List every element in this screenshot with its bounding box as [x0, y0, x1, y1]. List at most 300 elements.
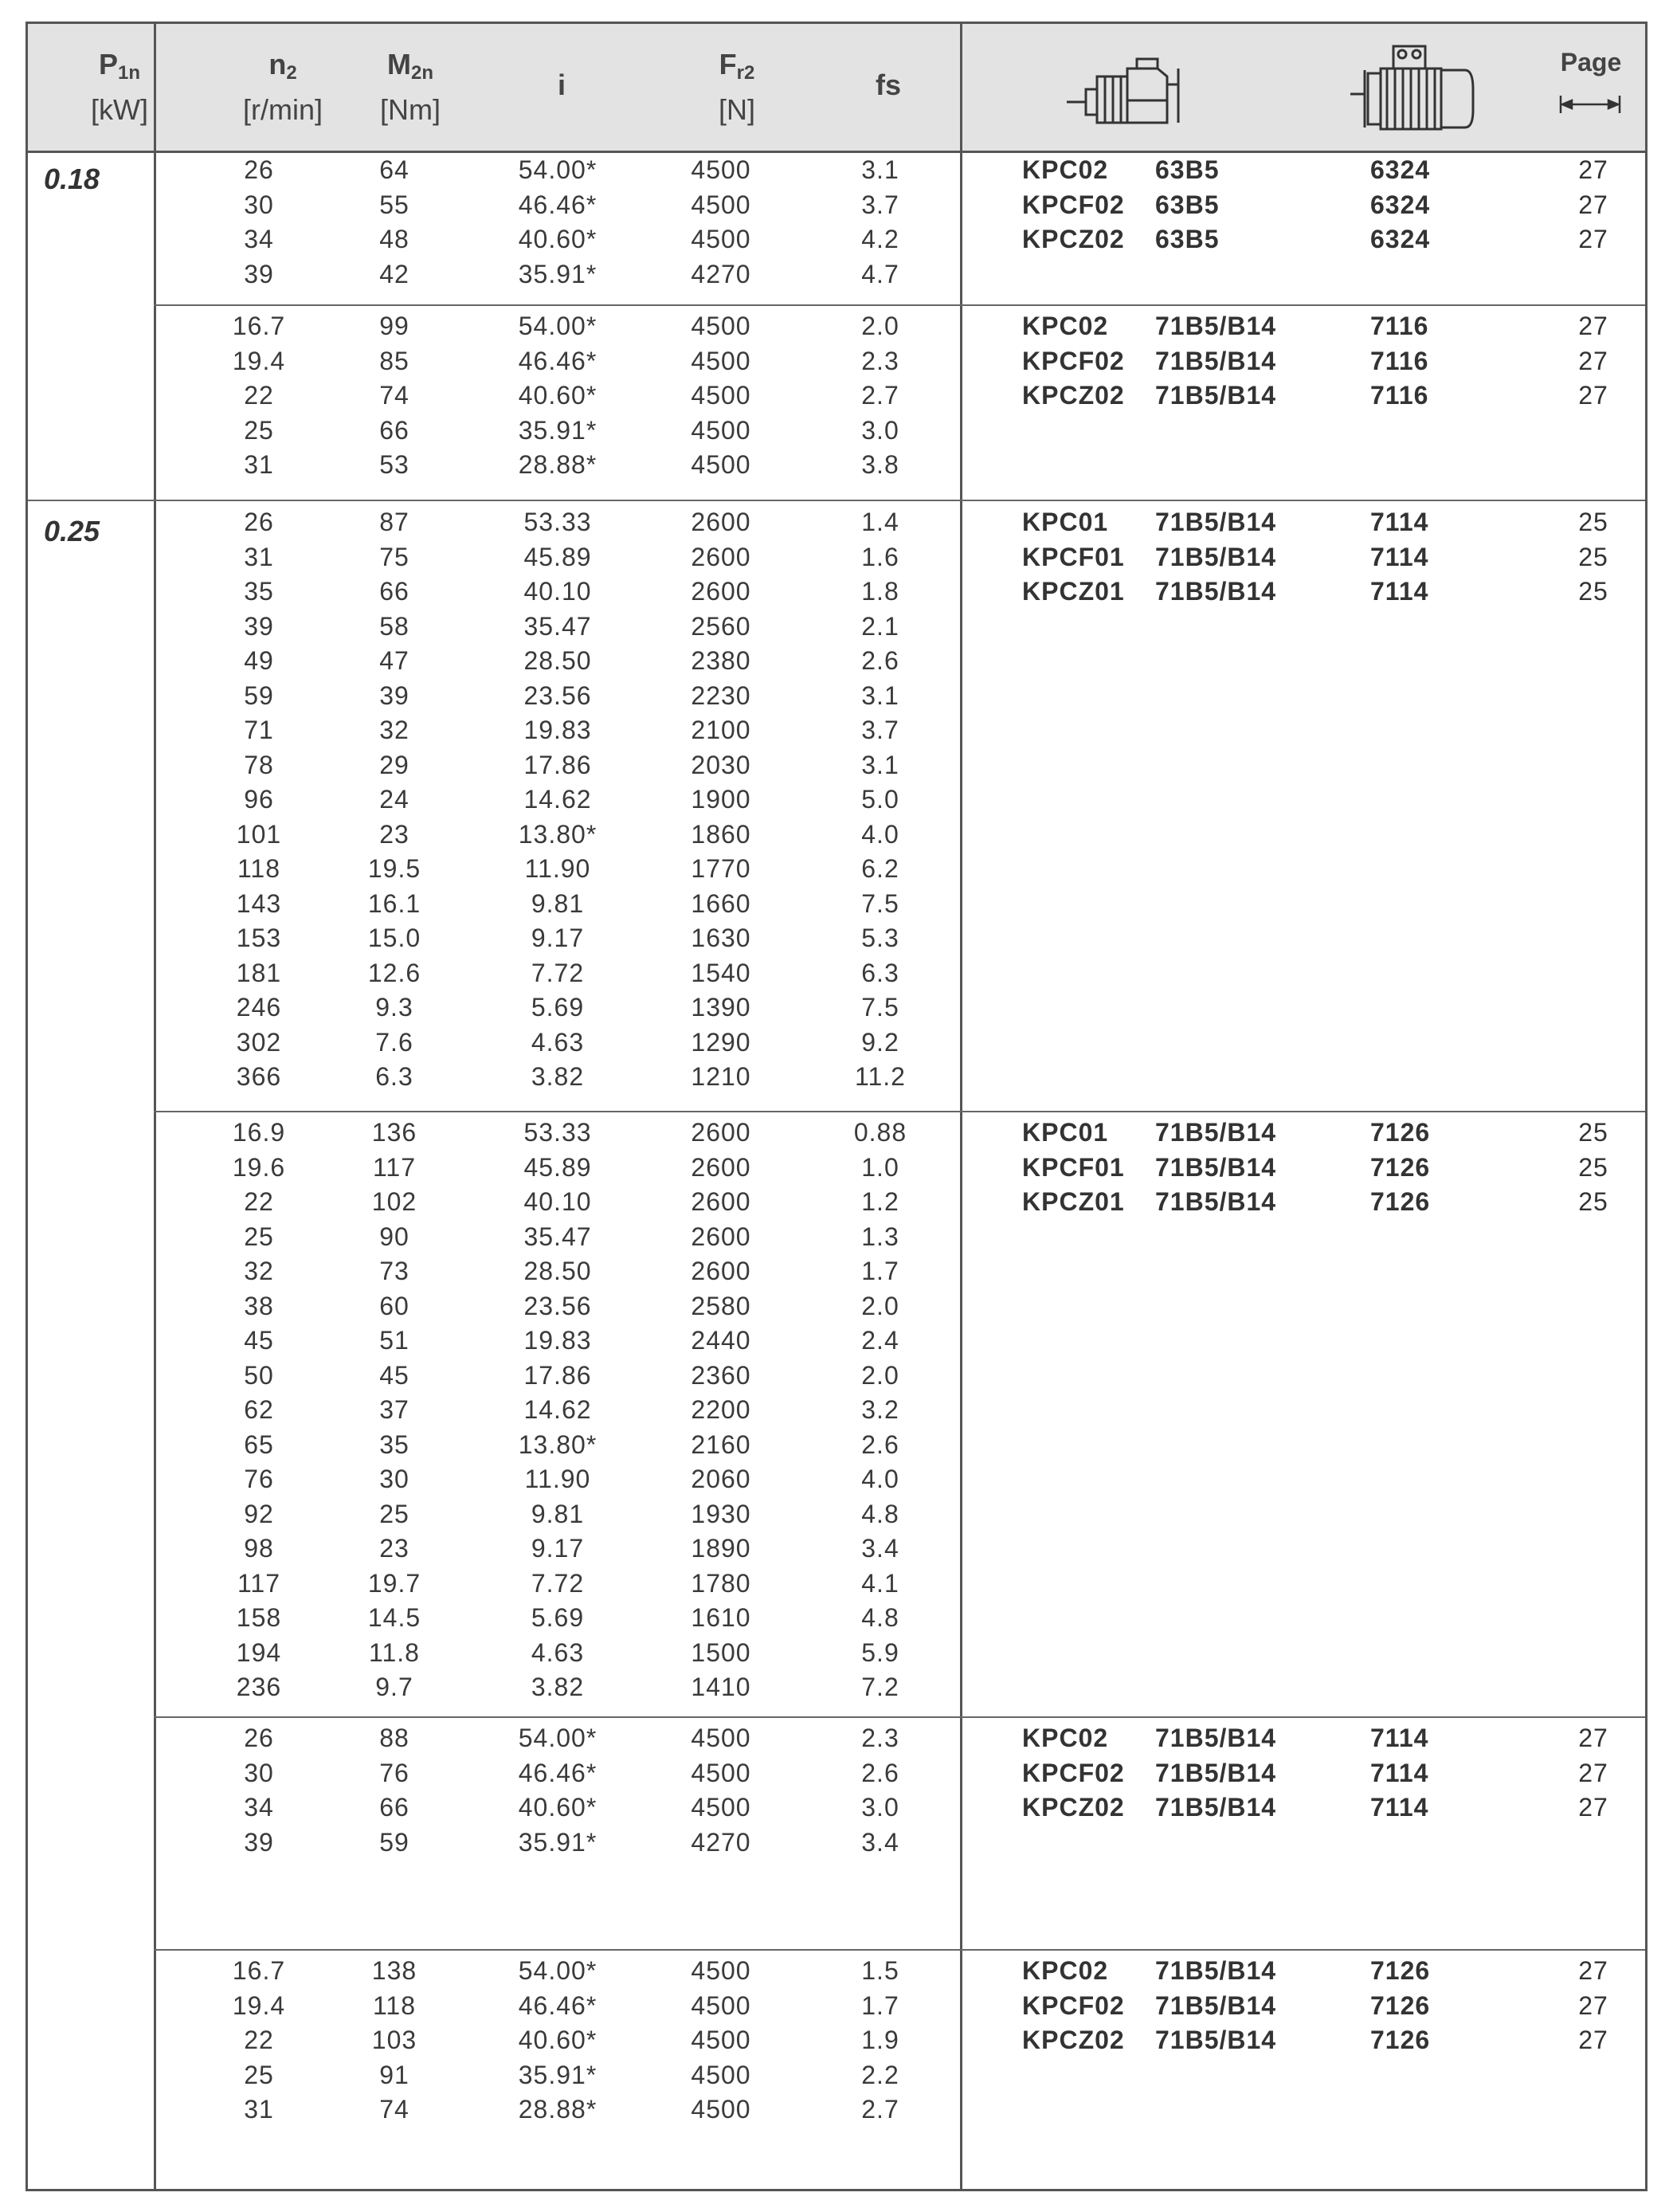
model-flange: 63B5 — [1155, 155, 1220, 184]
model-code: 6324 — [1370, 155, 1431, 184]
cell-n2: 101 — [236, 819, 282, 849]
cell-m2n: 90 — [379, 1222, 409, 1251]
cell-fr2: 2600 — [691, 1152, 751, 1182]
model-code: 7114 — [1370, 1724, 1429, 1752]
model-row — [28, 1185, 1645, 1220]
cell-fs: 1.2 — [861, 1187, 899, 1216]
cell-m2n: 19.7 — [367, 1568, 421, 1598]
header-i: i — [557, 69, 566, 101]
cell-fs: 5.3 — [861, 924, 899, 952]
cell-n2: 158 — [236, 1603, 282, 1632]
cell-fs: 4.0 — [861, 819, 899, 849]
cell-fs: 3.1 — [861, 680, 899, 710]
fr2-subscript: r2 — [736, 62, 755, 84]
model-model: KPCF02 — [1022, 1990, 1125, 2020]
cell-fs: 2.3 — [861, 1724, 899, 1752]
cell-n2: 22 — [244, 2026, 274, 2054]
cell-m2n: 12.6 — [367, 958, 421, 987]
model-page: 27 — [1578, 1758, 1608, 1787]
cell-fs: 4.1 — [861, 1568, 899, 1598]
cell-fr2: 4500 — [691, 190, 751, 219]
cell-m2n: 60 — [379, 1291, 409, 1320]
cell-i: 40.10 — [523, 577, 592, 606]
cell-fr2: 1290 — [691, 1027, 751, 1057]
cell-m2n: 7.6 — [375, 1027, 413, 1057]
cell-n2: 78 — [244, 750, 274, 779]
cell-fs: 2.3 — [861, 346, 899, 375]
cell-fr2: 4500 — [691, 2026, 751, 2054]
cell-i: 28.88* — [518, 2095, 598, 2124]
model-model: KPCZ02 — [1022, 381, 1125, 410]
model-row — [28, 1954, 1645, 1989]
cell-fr2: 4500 — [691, 346, 751, 375]
cell-fs: 2.0 — [861, 1291, 899, 1320]
model-flange: 71B5/B14 — [1155, 2026, 1277, 2054]
cell-fr2: 2380 — [691, 646, 751, 675]
model-code: 7116 — [1370, 312, 1429, 340]
cell-n2: 26 — [244, 155, 274, 184]
cell-n2: 22 — [244, 1187, 274, 1216]
header-fr2 — [689, 46, 785, 128]
cell-i: 35.91* — [518, 415, 598, 445]
cell-fr2: 1930 — [691, 1499, 751, 1528]
model-page: 27 — [1578, 312, 1608, 340]
cell-n2: 30 — [244, 190, 274, 219]
cell-fs: 5.9 — [861, 1637, 899, 1667]
power-value: 0.18 — [44, 163, 100, 195]
cell-m2n: 6.3 — [375, 1062, 413, 1091]
cell-i: 7.72 — [531, 1568, 585, 1598]
cell-i: 5.69 — [531, 1603, 585, 1632]
cell-n2: 236 — [236, 1673, 282, 1701]
cell-m2n: 42 — [379, 259, 409, 288]
p1n-unit: [kW] — [91, 93, 148, 126]
cell-i: 40.60* — [518, 1793, 598, 1822]
table-row — [28, 1254, 1645, 1289]
model-row — [28, 222, 1645, 257]
cell-i: 40.60* — [518, 381, 598, 410]
cell-i: 54.00* — [518, 312, 598, 340]
cell-m2n: 45 — [379, 1360, 409, 1390]
cell-i: 3.82 — [531, 1673, 585, 1701]
cell-m2n: 19.5 — [367, 854, 421, 883]
cell-n2: 34 — [244, 225, 274, 253]
model-model: KPC02 — [1022, 1724, 1109, 1752]
cell-fs: 7.5 — [861, 993, 899, 1022]
model-page: 27 — [1578, 346, 1608, 375]
cell-fs: 7.2 — [861, 1673, 899, 1701]
cell-i: 53.33 — [523, 1118, 592, 1147]
cell-fs: 2.0 — [861, 1360, 899, 1390]
cell-fr2: 1500 — [691, 1637, 751, 1667]
cell-i: 23.56 — [523, 1291, 592, 1320]
model-page: 27 — [1578, 225, 1608, 253]
model-code: 7116 — [1370, 381, 1429, 410]
model-model: KPCF01 — [1022, 1152, 1125, 1182]
cell-fr2: 2600 — [691, 1187, 751, 1216]
cell-fs: 2.6 — [861, 646, 899, 675]
cell-fr2: 1210 — [691, 1062, 751, 1091]
page-arrow-icon — [1559, 94, 1621, 115]
table-row — [28, 679, 1645, 714]
cell-m2n: 14.5 — [367, 1603, 421, 1632]
cell-m2n: 9.3 — [375, 993, 413, 1022]
cell-fs: 6.3 — [861, 958, 899, 987]
cell-fs: 3.0 — [861, 1793, 899, 1822]
header-page: Page — [1560, 48, 1622, 76]
cell-i: 53.33 — [523, 508, 592, 536]
cell-m2n: 85 — [379, 346, 409, 375]
cell-fr2: 1780 — [691, 1568, 751, 1598]
table-row — [28, 1532, 1645, 1567]
cell-fs: 9.2 — [861, 1027, 899, 1057]
block-separator — [154, 304, 1645, 306]
cell-fr2: 1630 — [691, 924, 751, 952]
model-flange: 71B5/B14 — [1155, 381, 1277, 410]
model-model: KPC01 — [1022, 508, 1109, 536]
model-model: KPCF02 — [1022, 190, 1125, 219]
cell-n2: 118 — [237, 854, 280, 883]
cell-fs: 2.6 — [861, 1430, 899, 1459]
cell-fr2: 2600 — [691, 577, 751, 606]
cell-m2n: 55 — [379, 190, 409, 219]
p1n-subscript: 1n — [118, 62, 141, 84]
model-flange: 71B5/B14 — [1155, 1793, 1277, 1822]
cell-fs: 2.0 — [861, 312, 899, 340]
table-row — [28, 1060, 1645, 1095]
model-code: 7114 — [1370, 508, 1429, 536]
cell-m2n: 74 — [379, 2095, 409, 2124]
cell-fr2: 2440 — [691, 1326, 751, 1355]
cell-i: 14.62 — [523, 1395, 592, 1424]
cell-fs: 2.7 — [861, 381, 899, 410]
model-model: KPC02 — [1022, 155, 1109, 184]
table-row — [28, 2092, 1645, 2128]
table-row — [28, 990, 1645, 1026]
model-model: KPC01 — [1022, 1118, 1109, 1147]
model-page: 27 — [1578, 1990, 1608, 2020]
cell-m2n: 117 — [372, 1152, 416, 1182]
cell-n2: 25 — [244, 2060, 274, 2089]
cell-i: 54.00* — [518, 1724, 598, 1752]
model-flange: 71B5/B14 — [1155, 508, 1277, 536]
model-page: 27 — [1578, 2026, 1608, 2054]
cell-n2: 302 — [236, 1027, 282, 1057]
cell-i: 3.82 — [531, 1062, 585, 1091]
table-row — [28, 1393, 1645, 1428]
model-page: 27 — [1578, 1956, 1608, 1985]
cell-fr2: 2360 — [691, 1360, 751, 1390]
fr2-symbol: F — [719, 48, 737, 80]
cell-i: 35.91* — [518, 1827, 598, 1857]
header-fs: fs — [875, 69, 901, 101]
cell-n2: 45 — [244, 1326, 274, 1355]
cell-fs: 1.0 — [861, 1152, 899, 1182]
cell-i: 11.90 — [524, 1465, 591, 1493]
cell-i: 11.90 — [524, 854, 591, 883]
model-model: KPCZ01 — [1022, 1187, 1125, 1216]
cell-i: 13.80* — [518, 1430, 598, 1459]
cell-i: 17.86 — [523, 1360, 592, 1390]
table-row — [28, 782, 1645, 818]
cell-n2: 59 — [244, 680, 274, 710]
cell-fs: 2.4 — [861, 1326, 899, 1355]
cell-n2: 35 — [244, 577, 274, 606]
table-row — [28, 1324, 1645, 1359]
m2n-symbol: M — [386, 48, 411, 80]
cell-n2: 181 — [236, 958, 282, 987]
cell-n2: 50 — [244, 1360, 274, 1390]
motor-icon — [1349, 41, 1476, 135]
table-row — [28, 448, 1645, 483]
cell-i: 54.00* — [518, 1956, 598, 1985]
cell-n2: 31 — [244, 2095, 274, 2124]
cell-n2: 143 — [236, 888, 282, 918]
model-flange: 71B5/B14 — [1155, 1724, 1277, 1752]
cell-fs: 5.0 — [861, 785, 899, 814]
header-m2n — [355, 46, 466, 128]
cell-fs: 1.4 — [861, 508, 899, 536]
cell-i: 5.69 — [531, 993, 585, 1022]
cell-m2n: 91 — [379, 2060, 409, 2089]
cell-fr2: 4500 — [691, 225, 751, 253]
cell-n2: 71 — [244, 716, 274, 744]
cell-m2n: 103 — [371, 2026, 417, 2054]
cell-fr2: 4500 — [691, 1724, 751, 1752]
model-code: 7126 — [1370, 1152, 1431, 1182]
cell-m2n: 53 — [379, 450, 409, 479]
cell-m2n: 75 — [379, 542, 409, 571]
block-separator — [154, 1111, 1645, 1112]
cell-n2: 246 — [236, 993, 282, 1022]
model-code: 7126 — [1370, 1118, 1431, 1147]
cell-fs: 7.5 — [861, 888, 899, 918]
cell-m2n: 47 — [379, 646, 409, 675]
cell-fs: 3.2 — [861, 1395, 899, 1424]
table-row — [28, 257, 1645, 292]
cell-fs: 4.7 — [861, 259, 899, 288]
cell-fr2: 1900 — [691, 785, 751, 814]
cell-fr2: 2580 — [691, 1291, 751, 1320]
header-n2 — [211, 46, 355, 128]
model-row — [28, 1151, 1645, 1186]
model-model: KPCZ02 — [1022, 225, 1125, 253]
m2n-unit: [Nm] — [380, 93, 441, 126]
cell-n2: 49 — [244, 646, 274, 675]
cell-n2: 92 — [244, 1499, 274, 1528]
cell-fr2: 4500 — [691, 415, 751, 445]
model-flange: 71B5/B14 — [1155, 577, 1277, 606]
cell-fs: 0.88 — [853, 1118, 907, 1147]
cell-n2: 38 — [244, 1291, 274, 1320]
cell-n2: 32 — [244, 1257, 274, 1285]
cell-n2: 194 — [236, 1637, 282, 1667]
cell-i: 9.17 — [531, 1534, 585, 1563]
table-row — [28, 1670, 1645, 1705]
table-row — [28, 644, 1645, 679]
model-page: 25 — [1578, 1187, 1608, 1216]
cell-m2n: 136 — [371, 1118, 417, 1147]
table-row — [28, 852, 1645, 887]
cell-n2: 39 — [244, 259, 274, 288]
model-row — [28, 153, 1645, 188]
cell-fr2: 1390 — [691, 993, 751, 1022]
cell-n2: 31 — [244, 450, 274, 479]
p1n-symbol: P — [98, 48, 118, 80]
model-model: KPCZ02 — [1022, 2026, 1125, 2054]
model-code: 7126 — [1370, 1956, 1431, 1985]
cell-fr2: 4500 — [691, 1990, 751, 2020]
model-row — [28, 309, 1645, 344]
cell-fr2: 1540 — [691, 958, 751, 987]
model-code: 7114 — [1370, 542, 1429, 571]
model-page: 25 — [1578, 1118, 1608, 1147]
cell-i: 28.88* — [518, 450, 598, 479]
model-flange: 71B5/B14 — [1155, 1187, 1277, 1216]
cell-m2n: 32 — [379, 716, 409, 744]
cell-fr2: 2600 — [691, 1257, 751, 1285]
cell-fs: 6.2 — [861, 854, 899, 883]
table-row — [28, 1220, 1645, 1255]
model-page: 25 — [1578, 508, 1608, 536]
table-row — [28, 1636, 1645, 1671]
cell-i: 19.83 — [523, 1326, 592, 1355]
cell-m2n: 39 — [379, 680, 409, 710]
cell-fr2: 1660 — [691, 888, 751, 918]
cell-fs: 4.8 — [861, 1499, 899, 1528]
cell-fs: 11.2 — [855, 1062, 906, 1091]
model-page: 25 — [1578, 1152, 1608, 1182]
cell-m2n: 11.8 — [369, 1637, 420, 1667]
cell-m2n: 35 — [379, 1430, 409, 1459]
cell-fr2: 2100 — [691, 716, 751, 744]
cell-i: 17.86 — [523, 750, 592, 779]
cell-fs: 3.1 — [861, 155, 899, 184]
cell-n2: 30 — [244, 1758, 274, 1787]
cell-n2: 65 — [244, 1430, 274, 1459]
model-row — [28, 1790, 1645, 1826]
model-row — [28, 1116, 1645, 1151]
cell-fs: 1.7 — [861, 1257, 899, 1285]
cell-i: 23.56 — [523, 680, 592, 710]
cell-i: 28.50 — [523, 1257, 592, 1285]
cell-m2n: 99 — [379, 312, 409, 340]
cell-n2: 16.7 — [232, 312, 286, 340]
model-flange: 71B5/B14 — [1155, 312, 1277, 340]
m2n-subscript: 2n — [410, 62, 433, 84]
cell-m2n: 23 — [379, 819, 409, 849]
cell-n2: 366 — [236, 1062, 282, 1091]
model-flange: 71B5/B14 — [1155, 1758, 1277, 1787]
model-model: KPCZ02 — [1022, 1793, 1125, 1822]
cell-n2: 62 — [244, 1395, 274, 1424]
table-row — [28, 1462, 1645, 1497]
cell-m2n: 29 — [379, 750, 409, 779]
n2-symbol: n — [268, 48, 287, 80]
cell-i: 9.17 — [531, 924, 585, 952]
cell-m2n: 66 — [379, 577, 409, 606]
model-page: 27 — [1578, 190, 1608, 219]
cell-m2n: 59 — [379, 1827, 409, 1857]
cell-i: 40.60* — [518, 2026, 598, 2054]
cell-n2: 98 — [244, 1534, 274, 1563]
cell-m2n: 16.1 — [367, 888, 421, 918]
cell-n2: 31 — [244, 542, 274, 571]
cell-i: 40.60* — [518, 225, 598, 253]
cell-fr2: 4500 — [691, 450, 751, 479]
cell-fr2: 4500 — [691, 155, 751, 184]
cell-i: 4.63 — [531, 1637, 585, 1667]
model-row — [28, 540, 1645, 575]
gearbox-icon — [1064, 53, 1183, 129]
cell-i: 45.89 — [523, 542, 592, 571]
model-row — [28, 188, 1645, 223]
model-row — [28, 1989, 1645, 2024]
model-row — [28, 505, 1645, 540]
table-row — [28, 1026, 1645, 1061]
cell-n2: 19.4 — [232, 1990, 286, 2020]
cell-i: 9.81 — [531, 888, 585, 918]
cell-n2: 19.6 — [232, 1152, 286, 1182]
cell-fr2: 2600 — [691, 508, 751, 536]
cell-fr2: 2230 — [691, 680, 751, 710]
cell-i: 14.62 — [523, 785, 592, 814]
header-p1n — [60, 46, 179, 128]
cell-fs: 1.3 — [861, 1222, 899, 1251]
cell-i: 45.89 — [523, 1152, 592, 1182]
cell-i: 35.47 — [523, 611, 592, 641]
table-row — [28, 818, 1645, 853]
model-code: 7116 — [1370, 346, 1429, 375]
model-model: KPCF01 — [1022, 542, 1125, 571]
cell-m2n: 24 — [379, 785, 409, 814]
cell-m2n: 87 — [379, 508, 409, 536]
model-page: 27 — [1578, 1793, 1608, 1822]
cell-m2n: 23 — [379, 1534, 409, 1563]
cell-fs: 3.8 — [861, 450, 899, 479]
block-separator — [154, 1949, 1645, 1951]
cell-m2n: 118 — [372, 1990, 416, 2020]
model-code: 6324 — [1370, 225, 1431, 253]
model-code: 7126 — [1370, 1187, 1431, 1216]
cell-m2n: 9.7 — [375, 1673, 413, 1701]
cell-m2n: 66 — [379, 1793, 409, 1822]
cell-i: 13.80* — [518, 819, 598, 849]
cell-m2n: 30 — [379, 1465, 409, 1493]
cell-fs: 3.7 — [861, 716, 899, 744]
model-row — [28, 344, 1645, 379]
cell-fs: 3.4 — [861, 1534, 899, 1563]
cell-m2n: 15.0 — [367, 924, 421, 952]
table-row — [28, 610, 1645, 645]
model-page: 27 — [1578, 1724, 1608, 1752]
cell-i: 46.46* — [518, 1758, 598, 1787]
model-page: 25 — [1578, 577, 1608, 606]
model-code: 7114 — [1370, 577, 1429, 606]
model-flange: 71B5/B14 — [1155, 346, 1277, 375]
cell-fs: 2.7 — [861, 2095, 899, 2124]
model-code: 7126 — [1370, 2026, 1431, 2054]
cell-m2n: 102 — [371, 1187, 417, 1216]
cell-n2: 16.9 — [232, 1118, 286, 1147]
table-row — [28, 1826, 1645, 1861]
cell-fs: 2.2 — [861, 2060, 899, 2089]
model-model: KPC02 — [1022, 1956, 1109, 1985]
model-page: 27 — [1578, 155, 1608, 184]
cell-fs: 3.1 — [861, 750, 899, 779]
cell-m2n: 88 — [379, 1724, 409, 1752]
cell-fr2: 2600 — [691, 542, 751, 571]
